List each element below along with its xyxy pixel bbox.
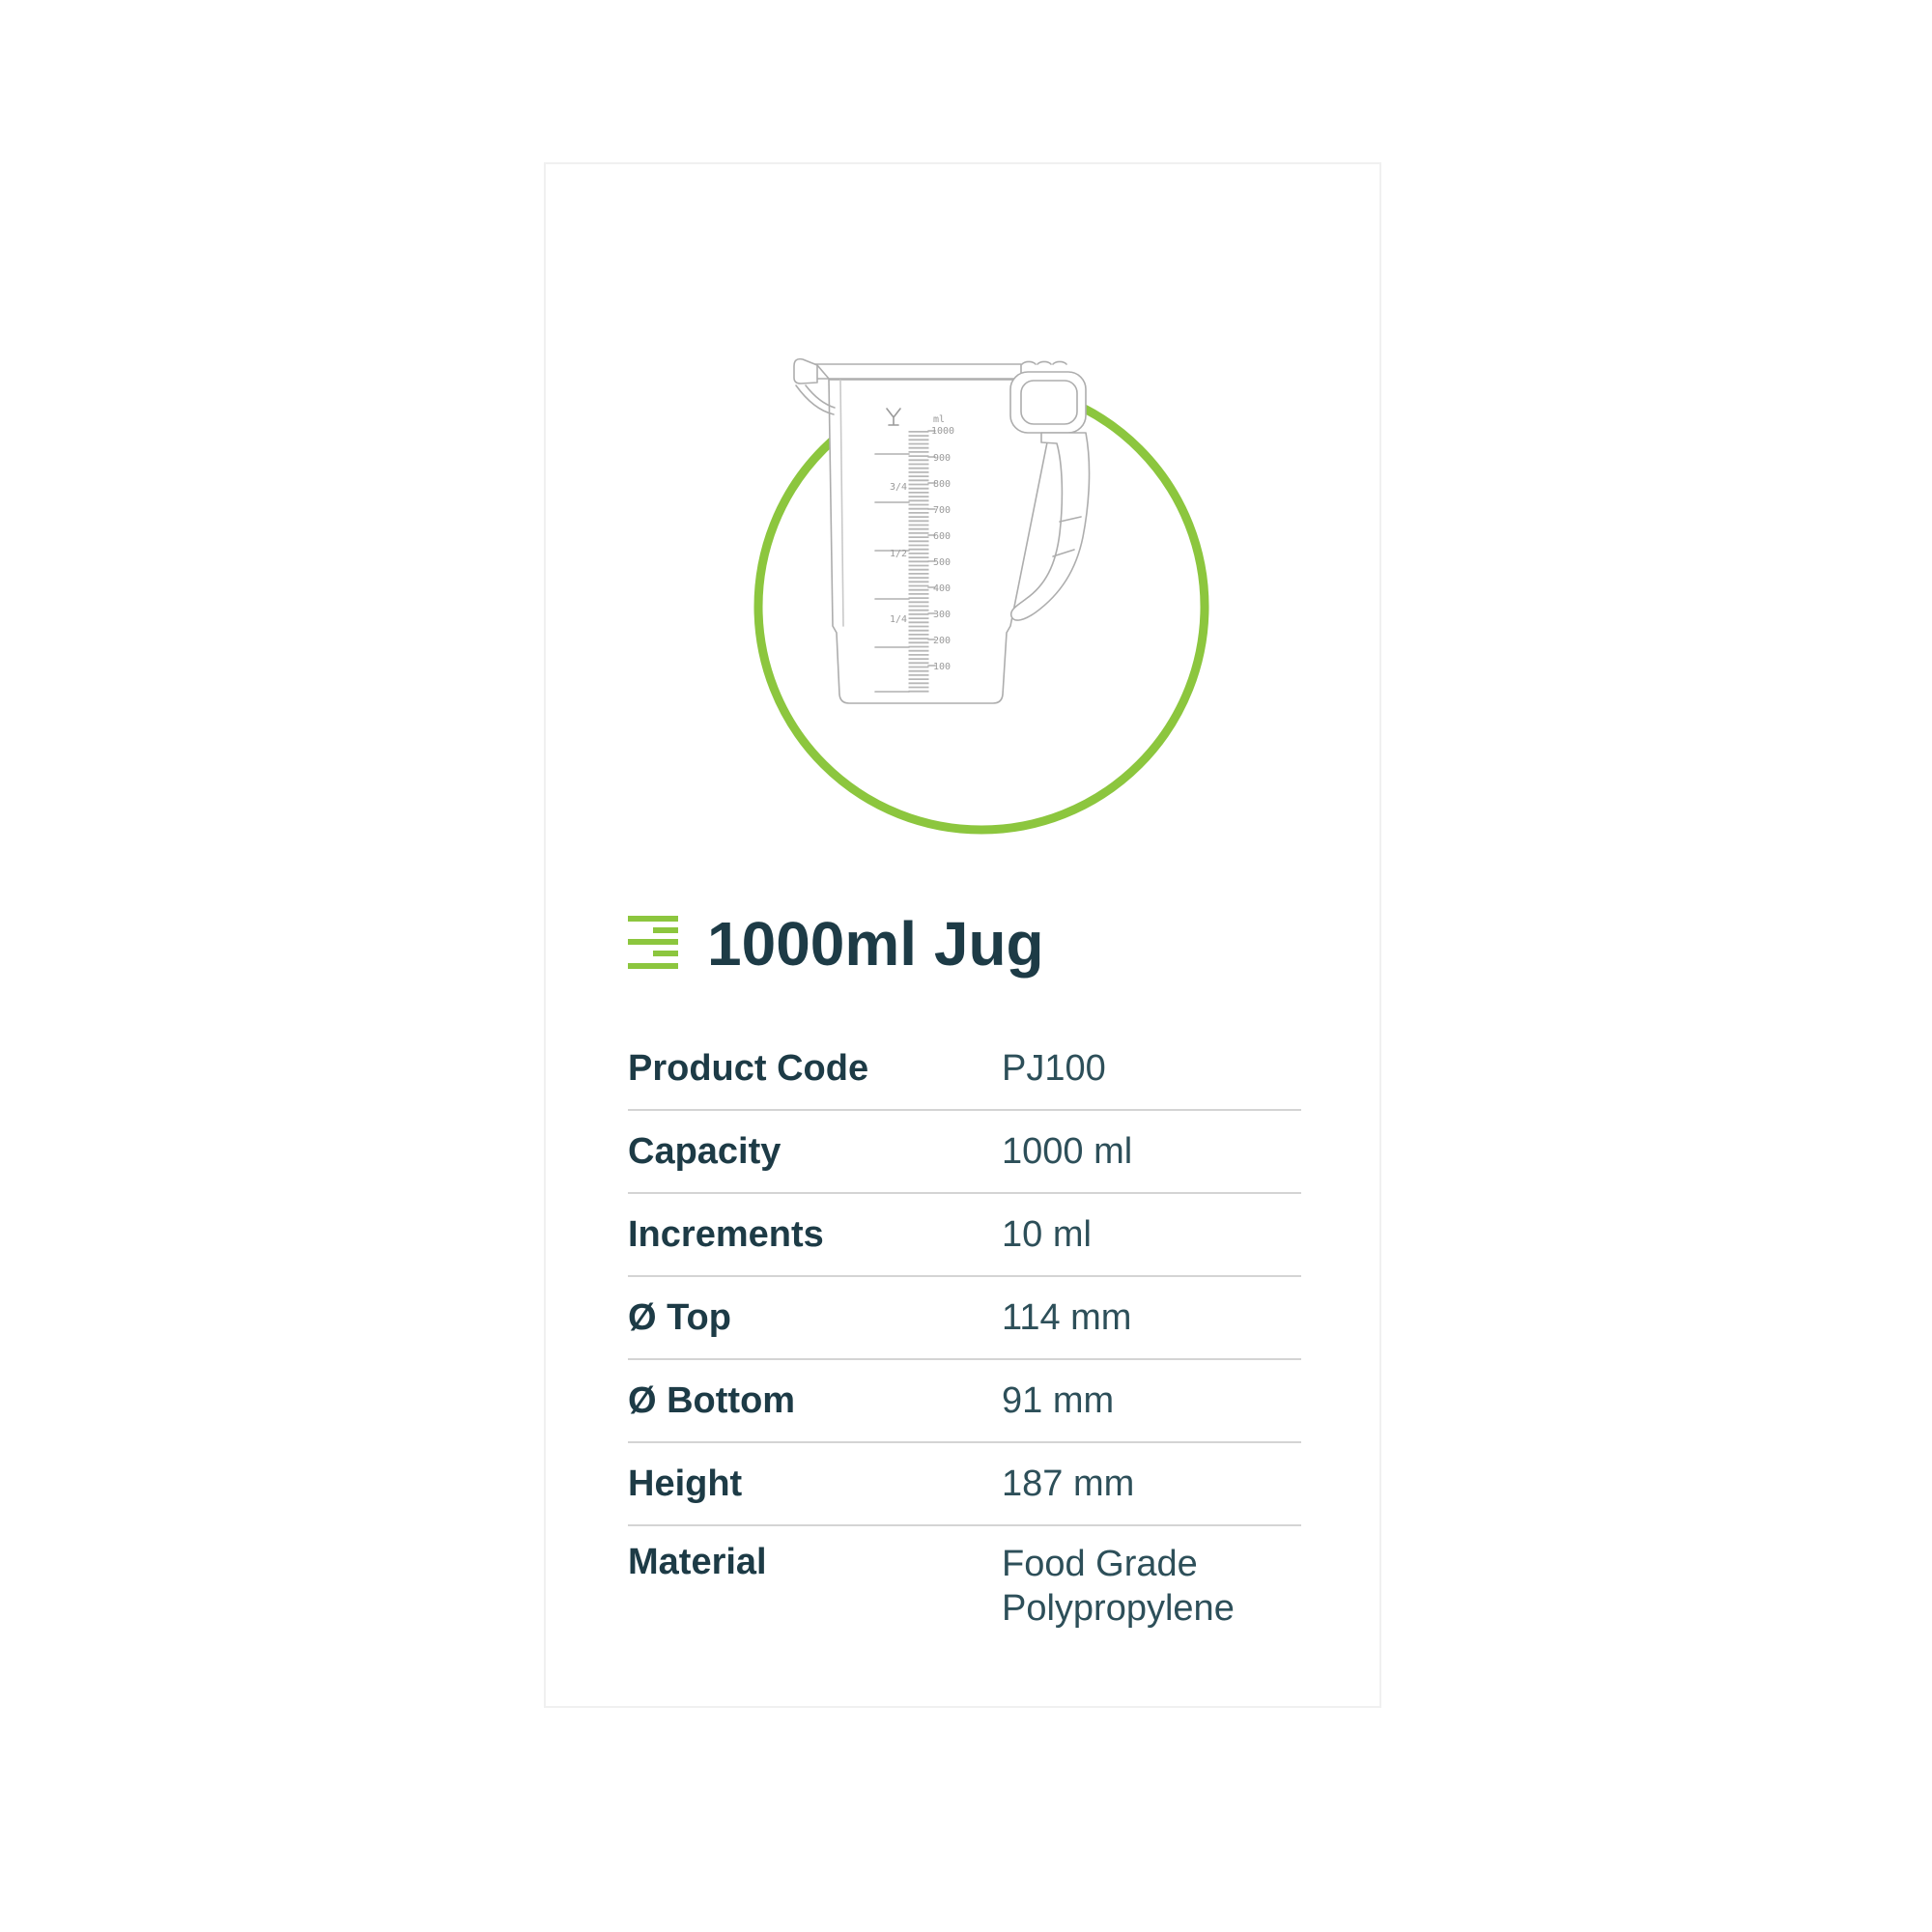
handle-ridges bbox=[1022, 361, 1066, 364]
spec-value: 10 ml bbox=[1002, 1214, 1092, 1255]
spec-row-diameter-top bbox=[628, 1277, 1301, 1360]
spec-value: 91 mm bbox=[1002, 1380, 1115, 1421]
handle-loop-inner bbox=[1021, 381, 1077, 424]
spec-label: Ø Bottom bbox=[628, 1379, 796, 1421]
product-figure bbox=[744, 338, 1227, 850]
spec-value: 1000 ml bbox=[1002, 1131, 1133, 1172]
jug-spout bbox=[794, 359, 817, 384]
spec-row-height bbox=[628, 1443, 1301, 1526]
svg-text:1000: 1000 bbox=[931, 426, 955, 437]
svg-text:1/4: 1/4 bbox=[889, 614, 907, 625]
spec-row-increments bbox=[628, 1194, 1301, 1277]
spec-label: Increments bbox=[628, 1213, 824, 1255]
scale-unit-label: ml bbox=[933, 414, 946, 425]
spec-row-capacity bbox=[628, 1111, 1301, 1194]
svg-text:700: 700 bbox=[933, 505, 952, 516]
spec-value: 187 mm bbox=[1002, 1463, 1135, 1504]
spec-label: Capacity bbox=[628, 1130, 781, 1172]
product-title: 1000ml Jug bbox=[707, 909, 1044, 979]
svg-text:900: 900 bbox=[933, 453, 952, 464]
spec-value: 114 mm bbox=[1002, 1297, 1132, 1338]
product-card bbox=[544, 162, 1381, 1708]
svg-text:300: 300 bbox=[933, 610, 952, 620]
title-row bbox=[628, 908, 1044, 980]
spec-row-product-code bbox=[628, 1028, 1301, 1111]
spec-value: PJ100 bbox=[1002, 1048, 1106, 1089]
svg-text:400: 400 bbox=[933, 583, 952, 594]
svg-text:800: 800 bbox=[933, 479, 952, 490]
spec-label: Product Code bbox=[628, 1047, 869, 1089]
spec-value: Food Grade Polypropylene bbox=[1002, 1544, 1235, 1629]
svg-text:200: 200 bbox=[933, 636, 952, 646]
spec-label: Material bbox=[628, 1542, 767, 1582]
spec-label: Ø Top bbox=[628, 1296, 731, 1338]
svg-text:600: 600 bbox=[933, 531, 952, 542]
svg-text:100: 100 bbox=[933, 662, 952, 672]
svg-text:1/2: 1/2 bbox=[889, 549, 907, 559]
spec-row-material bbox=[628, 1526, 1301, 1631]
spec-row-diameter-bottom bbox=[628, 1360, 1301, 1443]
svg-text:3/4: 3/4 bbox=[889, 482, 907, 493]
svg-text:500: 500 bbox=[933, 557, 952, 568]
spec-table bbox=[628, 1028, 1301, 1631]
jug-rim bbox=[799, 364, 1021, 379]
measure-lines-icon bbox=[628, 916, 678, 970]
spec-label: Height bbox=[628, 1463, 743, 1504]
